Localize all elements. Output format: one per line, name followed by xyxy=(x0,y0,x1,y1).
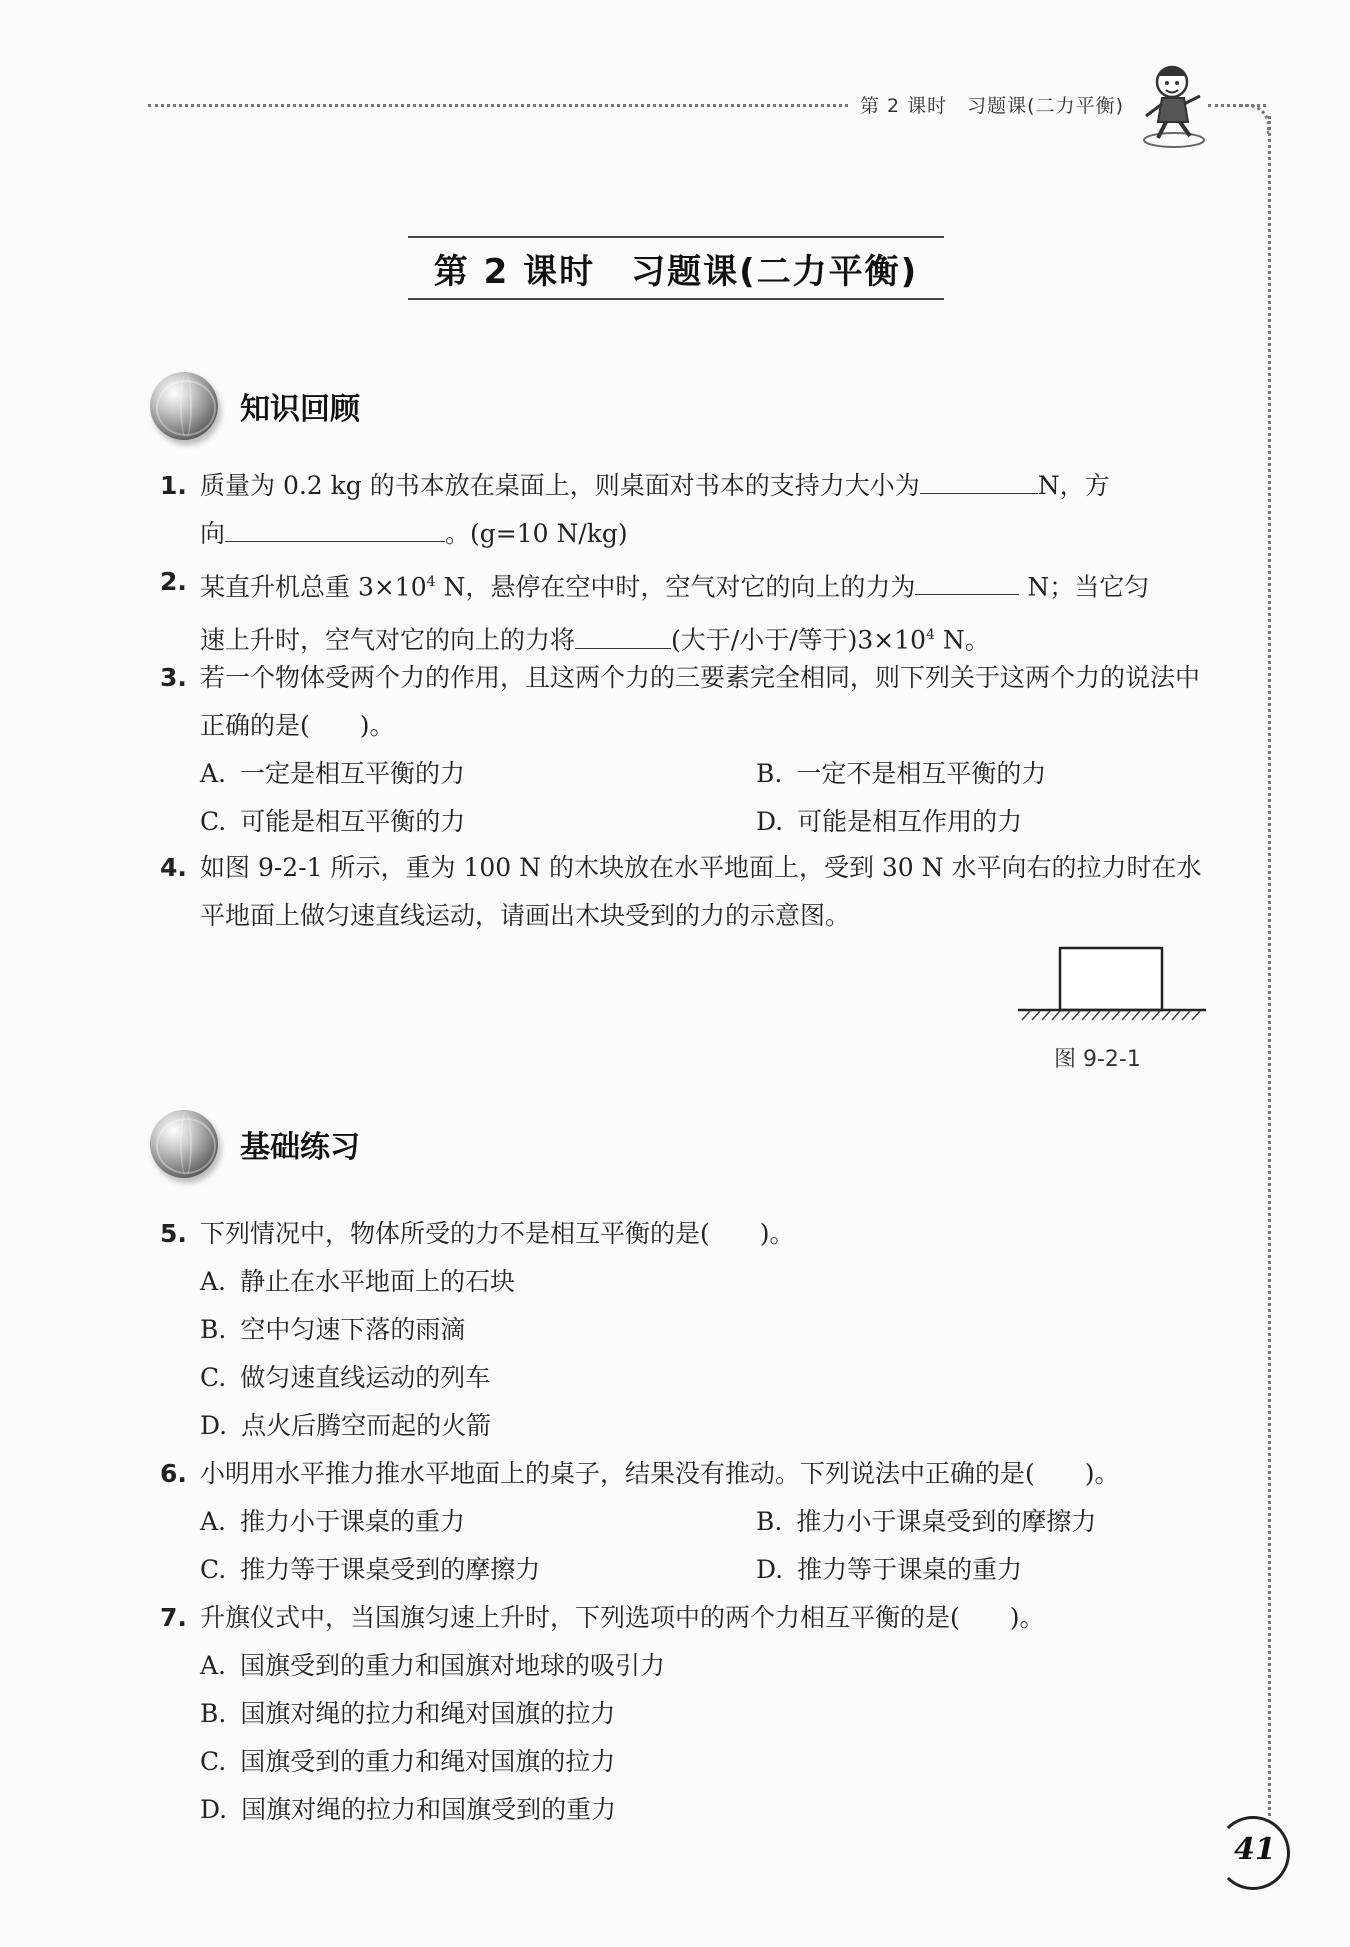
option-d[interactable]: D. 推力等于课桌的重力 xyxy=(756,1555,1023,1584)
option-a[interactable]: A. 一定是相互平衡的力 xyxy=(200,759,466,788)
question-number: 5. xyxy=(160,1219,187,1248)
option-a[interactable]: A. 推力小于课桌的重力 xyxy=(200,1507,466,1536)
exponent: 4 xyxy=(426,574,436,590)
question-7 xyxy=(160,1594,1210,1834)
option-d[interactable]: D. 可能是相互作用的力 xyxy=(756,807,1023,836)
question-number: 7. xyxy=(160,1603,187,1632)
question-text: N，悬停在空中时，空气对它的向上的力为 xyxy=(435,572,916,602)
right-dotted-border xyxy=(1268,116,1271,1816)
option-c[interactable]: C. 可能是相互平衡的力 xyxy=(200,807,466,836)
option-b[interactable]: B. 一定不是相互平衡的力 xyxy=(756,759,1047,788)
question-1 xyxy=(160,462,1210,558)
question-text: 下列情况中，物体所受的力不是相互平衡的是( )。 xyxy=(200,1219,795,1248)
question-number: 1. xyxy=(160,471,187,500)
question-text: N。 xyxy=(934,625,990,655)
option-c[interactable]: C. 推力等于课桌受到的摩擦力 xyxy=(200,1555,541,1584)
options xyxy=(200,750,1210,846)
border-corner xyxy=(1240,104,1270,134)
question-text: 速上升时，空气对它的向上的力将 xyxy=(200,625,576,655)
ground-hatching xyxy=(1022,1011,1200,1020)
answer-blank[interactable] xyxy=(225,510,445,542)
page-number: 41 xyxy=(1234,1832,1276,1867)
question-5 xyxy=(160,1210,1210,1450)
running-header-title: 第 2 课时 习题课(二力平衡) xyxy=(860,95,1124,117)
lesson-title: 第 2 课时 习题课(二力平衡) xyxy=(433,251,919,292)
option-b[interactable]: B. 空中匀速下落的雨滴 xyxy=(200,1315,466,1344)
question-text: (大于/小于/等于)3×10 xyxy=(671,625,927,655)
question-text: 。(g=10 N/kg) xyxy=(445,519,628,548)
question-number: 6. xyxy=(160,1459,187,1488)
header-dotted-rule xyxy=(148,104,848,107)
option-a[interactable]: A. 静止在水平地面上的石块 xyxy=(200,1267,516,1296)
section-title: 基础练习 xyxy=(240,1130,360,1165)
answer-blank[interactable] xyxy=(920,462,1038,494)
question-number: 2. xyxy=(160,567,187,596)
options xyxy=(200,1258,1210,1450)
question-text: 若一个物体受两个力的作用，且这两个力的三要素完全相同，则下列关于这两个力的说法中正确的是( )。 xyxy=(200,663,1201,740)
globe-icon xyxy=(150,372,218,440)
answer-blank[interactable] xyxy=(575,617,671,649)
mascot-boy-icon xyxy=(1138,60,1208,150)
question-text: 小明用水平推力推水平地面上的桌子，结果没有推动。下列说法中正确的是( )。 xyxy=(200,1459,1120,1488)
question-text: 如图 9-2-1 所示，重为 100 N 的木块放在水平地面上，受到 30 N 水平向右的拉力时在水平地面上做匀速直线运动，请画出木块受到的力的示意图。 xyxy=(200,853,1202,930)
question-text: 质量为 0.2 kg 的书本放在桌面上，则桌面对书本的支持力大小为 xyxy=(200,471,920,500)
question-6 xyxy=(160,1450,1210,1594)
option-b[interactable]: B. 国旗对绳的拉力和绳对国旗的拉力 xyxy=(200,1699,616,1728)
wood-block xyxy=(1060,948,1162,1010)
answer-blank[interactable] xyxy=(915,563,1019,595)
option-b[interactable]: B. 推力小于课桌受到的摩擦力 xyxy=(756,1507,1097,1536)
option-d[interactable]: D. 国旗对绳的拉力和国旗受到的重力 xyxy=(200,1795,617,1824)
figure-caption: 图 9-2-1 xyxy=(1054,1047,1141,1072)
question-text: 向 xyxy=(200,519,226,548)
question-number: 4. xyxy=(160,853,187,882)
question-text: 升旗仪式中，当国旗匀速上升时，下列选项中的两个力相互平衡的是( )。 xyxy=(200,1603,1045,1632)
option-d[interactable]: D. 点火后腾空而起的火箭 xyxy=(200,1411,492,1440)
option-c[interactable]: C. 国旗受到的重力和绳对国旗的拉力 xyxy=(200,1747,616,1776)
section-heading-review xyxy=(150,372,360,440)
exponent: 4 xyxy=(926,627,935,644)
question-text: N，方 xyxy=(1037,471,1110,500)
question-text: 某直升机总重 3×10 xyxy=(200,572,427,602)
question-number: 3. xyxy=(160,663,187,692)
option-a[interactable]: A. 国旗受到的重力和国旗对地球的吸引力 xyxy=(200,1651,666,1680)
globe-icon xyxy=(150,1110,218,1178)
lesson-title-box xyxy=(408,236,944,300)
options xyxy=(200,1498,1210,1594)
options xyxy=(200,1642,1210,1834)
option-c[interactable]: C. 做匀速直线运动的列车 xyxy=(200,1363,491,1392)
question-3 xyxy=(160,654,1210,846)
question-2 xyxy=(160,558,1210,665)
question-4 xyxy=(160,844,1210,940)
question-text: N；当它匀 xyxy=(1019,572,1150,602)
section-heading-practice xyxy=(150,1110,360,1178)
section-title: 知识回顾 xyxy=(240,392,360,427)
